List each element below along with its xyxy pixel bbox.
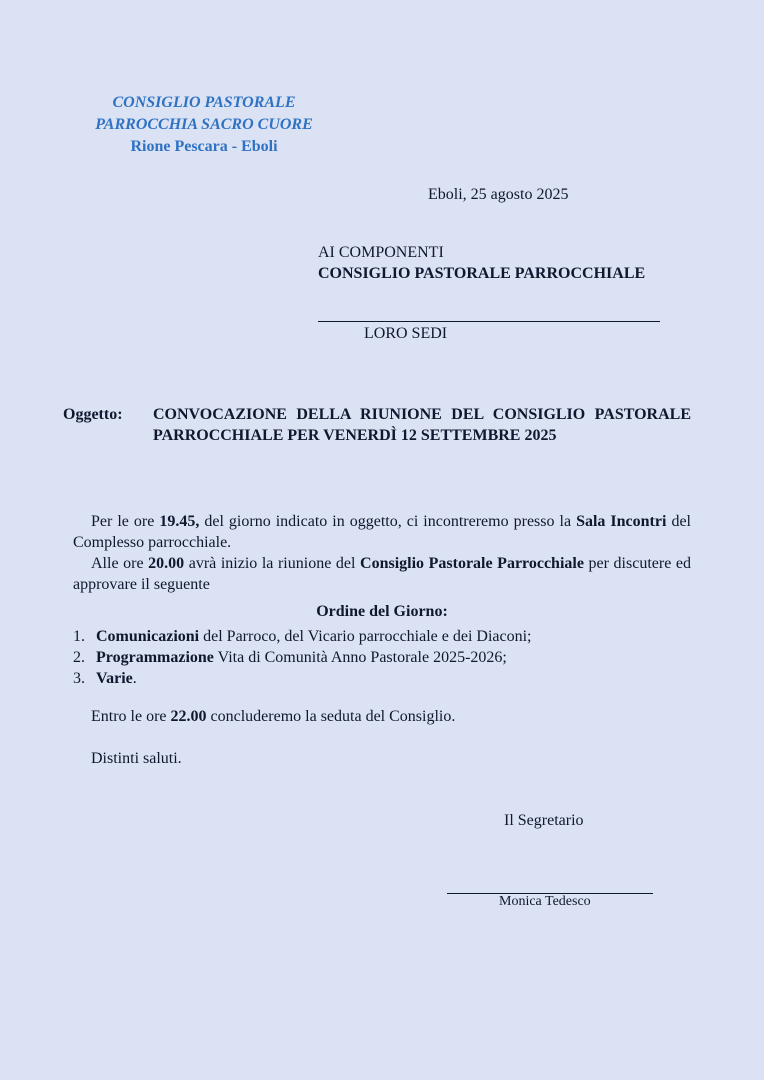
agenda-number: 2. <box>73 649 85 666</box>
agenda-bold: Comunicazioni <box>96 628 200 645</box>
p1-text-2: del giorno indicato in oggetto, ci incontreremo presso la <box>199 513 577 530</box>
closing-text-1: Entro le ore <box>91 708 171 725</box>
paragraph-2 <box>73 553 691 595</box>
p1-bold-1: 19.45, <box>159 513 200 530</box>
paragraph-1 <box>73 511 691 553</box>
p1-bold-2: Sala Incontri <box>576 513 667 530</box>
p2-text-3: per discutere ed approvare il seguente <box>73 555 691 593</box>
agenda-title: Ordine del Giorno: <box>316 603 448 620</box>
subject-text: CONVOCAZIONE DELLA RIUNIONE DEL CONSIGLIO PASTORALE PARROCCHIALE PER VENERDÌ 12 SETTEMBRE 2025 <box>153 406 691 444</box>
recipient-line-3: LORO SEDI <box>364 325 448 342</box>
list-item <box>73 626 691 647</box>
letterhead-line-2: PARROCCHIA SACRO CUORE <box>95 116 313 133</box>
recipient-block <box>318 242 645 284</box>
p2-bold-1: 20.00 <box>148 555 185 572</box>
closing-bold: 22.00 <box>170 708 207 725</box>
recipient-line-2: CONSIGLIO PASTORALE PARROCCHIALE <box>318 265 646 282</box>
letterhead-line-3: Rione Pescara - Eboli <box>130 138 278 155</box>
letter-date: Eboli, 25 agosto 2025 <box>428 186 569 203</box>
signature-title: Il Segretario <box>504 812 584 829</box>
letter-body <box>73 511 691 689</box>
letterhead-line-1: CONSIGLIO PASTORALE <box>112 94 296 111</box>
list-item <box>73 668 691 689</box>
closing-text-2: concluderemo la seduta del Consiglio. <box>206 708 456 725</box>
p1-text-3: del Complesso parrocchiale. <box>73 513 691 551</box>
recipient-line-1: AI COMPONENTI <box>318 244 444 261</box>
p2-bold-2: Consiglio Pastorale Parrocchiale <box>360 555 584 572</box>
agenda-rest: Vita di Comunità Anno Pastorale 2025-2026; <box>213 649 507 666</box>
letterhead <box>64 92 344 158</box>
recipient-rule <box>318 321 660 322</box>
agenda-number: 3. <box>73 670 85 687</box>
p2-text-2: avrà inizio la riunione del <box>184 555 361 572</box>
subject-block <box>63 404 691 446</box>
subject-label: Oggetto: <box>63 406 123 423</box>
agenda-bold: Programmazione <box>96 649 214 666</box>
p1-text-1: Per le ore <box>91 513 160 530</box>
agenda-rest: del Parroco, del Vicario parrocchiale e dei Diaconi; <box>199 628 532 645</box>
agenda-list <box>73 626 691 689</box>
agenda-bold: Varie <box>96 670 133 687</box>
p2-text-1: Alle ore <box>91 555 149 572</box>
signature-name: Monica Tedesco <box>499 894 591 909</box>
agenda-rest: . <box>132 670 137 687</box>
closing-sentence <box>91 708 455 726</box>
greeting: Distinti saluti. <box>91 750 182 767</box>
agenda-number: 1. <box>73 628 85 645</box>
list-item <box>73 647 691 668</box>
